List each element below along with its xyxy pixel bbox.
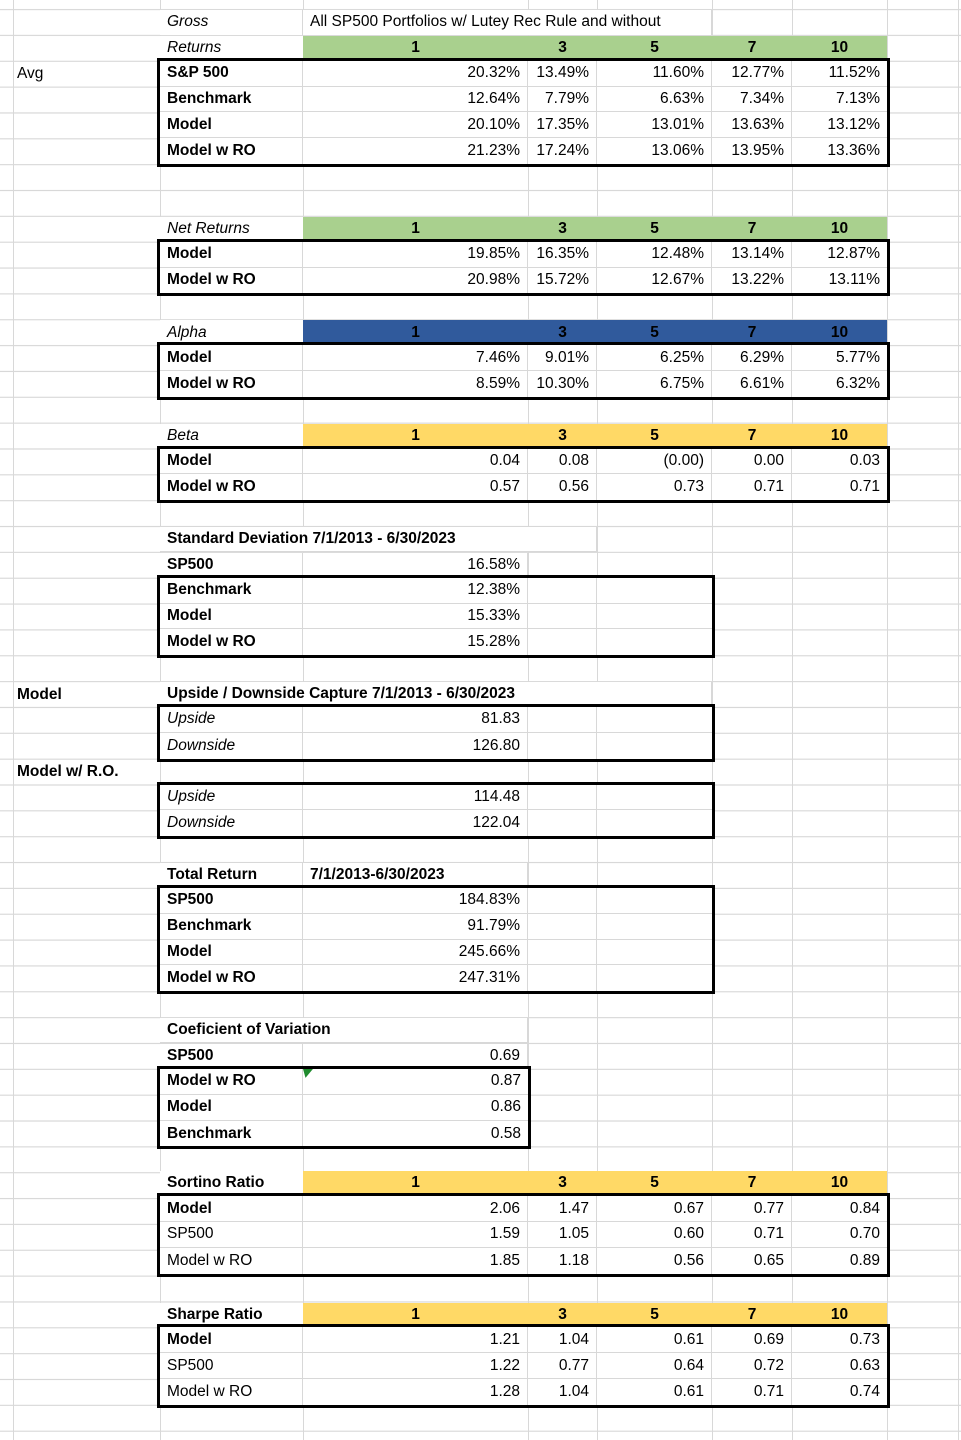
value-cell[interactable]: 11.60% xyxy=(597,61,712,86)
table-row xyxy=(160,449,887,475)
empty-cell[interactable] xyxy=(597,733,712,759)
value-cell[interactable]: 9.01% xyxy=(528,345,597,370)
table-row xyxy=(160,1095,528,1121)
column-header[interactable]: 3 xyxy=(528,217,597,242)
row-label[interactable]: Model w RO xyxy=(160,965,303,991)
value-cell[interactable]: 0.84 xyxy=(849,1199,880,1217)
value-cell[interactable]: 15.28% xyxy=(303,629,528,655)
row-label[interactable]: Model xyxy=(160,604,303,629)
column-header[interactable]: 3 xyxy=(528,1303,597,1328)
table-row xyxy=(160,474,887,500)
value-cell[interactable]: 7.46% xyxy=(303,345,528,370)
row-label[interactable]: Benchmark xyxy=(160,87,303,112)
empty-cell[interactable] xyxy=(528,940,597,965)
std-dev-title-row xyxy=(160,527,597,552)
row-label[interactable]: Model w RO xyxy=(160,1248,303,1274)
gross-returns-table xyxy=(157,58,890,167)
value-cell[interactable]: 1.05 xyxy=(528,1222,597,1247)
value-cell[interactable]: 19.85% xyxy=(303,242,528,267)
row-label[interactable]: Model xyxy=(160,1327,303,1352)
value-cell[interactable]: 0.77 xyxy=(712,1196,792,1221)
column-header[interactable]: 10 xyxy=(792,217,887,242)
value-cell[interactable]: 0.57 xyxy=(303,474,528,500)
value-cell[interactable]: 17.35% xyxy=(528,112,597,137)
column-header[interactable]: 5 xyxy=(597,36,712,61)
section-title[interactable]: Upside / Downside Capture 7/1/2013 - 6/30/2023 xyxy=(167,685,516,703)
table-row xyxy=(160,604,712,630)
value-cell[interactable]: 0.86 xyxy=(490,1098,521,1116)
empty-cell[interactable] xyxy=(597,914,712,939)
value-cell[interactable]: 122.04 xyxy=(303,810,528,836)
empty-cell[interactable] xyxy=(597,888,712,913)
table-row xyxy=(160,371,887,397)
empty-cell[interactable] xyxy=(528,914,597,939)
column-header[interactable]: 1 xyxy=(303,320,528,345)
row-label[interactable]: SP500 xyxy=(160,553,303,577)
value-cell[interactable]: 6.63% xyxy=(597,87,712,112)
column-header[interactable]: 1 xyxy=(303,217,528,242)
column-header[interactable]: 3 xyxy=(528,1171,597,1196)
value-cell[interactable]: 0.61 xyxy=(597,1379,712,1405)
value-cell[interactable]: 81.83 xyxy=(303,707,528,732)
value-cell[interactable]: 0.56 xyxy=(597,1248,712,1274)
empty-cell[interactable] xyxy=(597,810,712,836)
cov-title-row xyxy=(160,1018,528,1043)
table-row xyxy=(160,785,712,811)
empty-cell[interactable] xyxy=(528,785,597,810)
value-cell[interactable]: 5.77% xyxy=(836,348,880,366)
table-row xyxy=(160,629,712,655)
value-cell[interactable]: 13.95% xyxy=(712,138,792,164)
section-title[interactable]: Total Return xyxy=(160,863,303,887)
row-label[interactable]: Downside xyxy=(160,810,303,836)
table-row xyxy=(160,1069,528,1095)
cov-table xyxy=(157,1066,531,1150)
column-header[interactable]: 1 xyxy=(303,424,528,449)
v-gridline xyxy=(958,0,959,1440)
value-cell[interactable]: 1.28 xyxy=(303,1379,528,1405)
row-label[interactable]: Model w RO xyxy=(160,371,303,397)
value-cell[interactable]: 6.25% xyxy=(597,345,712,370)
value-cell[interactable]: 1.59 xyxy=(303,1222,528,1247)
row-label[interactable]: Model xyxy=(160,345,303,370)
value-cell[interactable]: 12.67% xyxy=(597,268,712,294)
table-row xyxy=(160,1222,887,1248)
value-cell[interactable]: 0.73 xyxy=(849,1330,880,1348)
value-cell[interactable]: 1.22 xyxy=(303,1353,528,1378)
value-cell[interactable]: 245.66% xyxy=(303,940,528,965)
gross-title-row xyxy=(160,10,712,35)
value-cell[interactable]: 0.63 xyxy=(849,1356,880,1374)
value-cell[interactable]: 13.01% xyxy=(597,112,712,137)
row-label[interactable]: Model w RO xyxy=(160,1379,303,1405)
value-cell[interactable]: 114.48 xyxy=(303,785,528,810)
beta-table xyxy=(157,446,890,504)
value-cell[interactable]: 0.71 xyxy=(712,1222,792,1247)
value-cell[interactable]: 16.58% xyxy=(303,553,528,577)
row-label-model[interactable]: Model xyxy=(17,685,62,703)
value-cell[interactable]: 0.69 xyxy=(712,1327,792,1352)
row-label[interactable]: Model xyxy=(160,1196,303,1221)
row-label[interactable]: Upside xyxy=(160,707,303,732)
sharpe-table xyxy=(157,1324,890,1408)
error-indicator-triangle xyxy=(303,1069,313,1078)
row-label[interactable]: Downside xyxy=(160,733,303,759)
value-cell[interactable]: 13.14% xyxy=(712,242,792,267)
column-header[interactable]: 3 xyxy=(528,36,597,61)
column-header[interactable]: 10 xyxy=(792,1171,887,1196)
value-cell[interactable]: 12.87% xyxy=(827,245,880,263)
table-row xyxy=(160,1248,887,1274)
row-label[interactable]: Alpha xyxy=(160,320,303,345)
value-cell[interactable]: 0.69 xyxy=(303,1044,528,1068)
row-label[interactable]: Model xyxy=(160,1095,303,1120)
empty-cell[interactable] xyxy=(597,629,712,655)
row-label[interactable]: Net Returns xyxy=(160,217,303,242)
column-header[interactable]: 5 xyxy=(597,217,712,242)
value-cell[interactable]: 13.22% xyxy=(712,268,792,294)
value-cell[interactable]: 15.72% xyxy=(528,268,597,294)
row-label[interactable]: Model xyxy=(160,940,303,965)
column-header[interactable]: 5 xyxy=(597,320,712,345)
value-cell[interactable]: 10.30% xyxy=(528,371,597,397)
value-cell[interactable]: 0.04 xyxy=(303,449,528,474)
value-cell[interactable]: 1.04 xyxy=(528,1327,597,1352)
value-cell[interactable]: 13.49% xyxy=(528,61,597,86)
value-cell[interactable]: 17.24% xyxy=(528,138,597,164)
table-row xyxy=(160,112,887,138)
table-note-cell[interactable]: All SP500 Portfolios w/ Lutey Rec Rule and without xyxy=(303,10,712,35)
row-label[interactable]: Model w RO xyxy=(160,474,303,500)
value-cell[interactable]: 0.00 xyxy=(712,449,792,474)
value-cell[interactable]: 12.64% xyxy=(303,87,528,112)
value-cell[interactable]: 6.61% xyxy=(712,371,792,397)
sortino-table xyxy=(157,1193,890,1277)
empty-cell[interactable] xyxy=(528,965,597,991)
section-title[interactable]: Sharpe Ratio xyxy=(160,1303,303,1328)
empty-cell[interactable] xyxy=(528,733,597,759)
value-cell[interactable]: 12.77% xyxy=(712,61,792,86)
table-row xyxy=(160,61,887,87)
v-gridline xyxy=(13,0,14,1440)
table-row xyxy=(160,914,712,940)
value-cell[interactable]: 20.32% xyxy=(303,61,528,86)
table-row xyxy=(160,940,712,966)
table-row xyxy=(160,1353,887,1379)
total-return-table xyxy=(157,885,715,994)
row-label[interactable]: SP500 xyxy=(160,1222,303,1247)
column-header[interactable]: 5 xyxy=(597,424,712,449)
value-cell[interactable]: 1.18 xyxy=(528,1248,597,1274)
row-label[interactable]: Model xyxy=(160,112,303,137)
value-cell[interactable]: 7.34% xyxy=(712,87,792,112)
row-label[interactable]: Benchmark xyxy=(160,1121,303,1147)
value-cell[interactable]: 0.67 xyxy=(597,1196,712,1221)
value-cell[interactable]: 0.64 xyxy=(597,1353,712,1378)
empty-cell[interactable] xyxy=(528,629,597,655)
value-cell[interactable]: 16.35% xyxy=(528,242,597,267)
table-row xyxy=(160,345,887,371)
empty-cell[interactable] xyxy=(528,888,597,913)
value-cell[interactable]: 13.63% xyxy=(712,112,792,137)
value-cell[interactable]: 1.85 xyxy=(303,1248,528,1274)
value-cell[interactable]: 6.29% xyxy=(712,345,792,370)
value-cell[interactable]: 0.71 xyxy=(712,1379,792,1405)
table-row xyxy=(160,87,887,113)
table-row xyxy=(160,1196,887,1222)
value-cell[interactable]: 7.13% xyxy=(836,89,880,107)
column-header[interactable]: 5 xyxy=(597,1171,712,1196)
value-cell[interactable]: 12.48% xyxy=(597,242,712,267)
capture-model-table xyxy=(157,704,715,762)
empty-cell[interactable] xyxy=(528,604,597,629)
row-label[interactable]: Model xyxy=(160,242,303,267)
row-label[interactable]: SP500 xyxy=(160,1044,303,1068)
column-header[interactable]: 10 xyxy=(792,424,887,449)
empty-cell[interactable] xyxy=(597,785,712,810)
value-cell[interactable]: 13.12% xyxy=(827,115,880,133)
column-header[interactable]: 7 xyxy=(712,1303,792,1328)
column-header[interactable]: 7 xyxy=(712,424,792,449)
value-cell[interactable] xyxy=(303,1069,528,1094)
alpha-table xyxy=(157,342,890,400)
empty-cell[interactable] xyxy=(597,604,712,629)
row-label[interactable]: Gross xyxy=(160,10,303,35)
value-cell[interactable]: 0.73 xyxy=(597,474,712,500)
column-header[interactable]: 7 xyxy=(712,320,792,345)
value-cell[interactable]: 0.71 xyxy=(849,478,880,496)
value-cell[interactable]: 0.08 xyxy=(528,449,597,474)
value-cell[interactable]: 0.71 xyxy=(712,474,792,500)
table-row xyxy=(160,1379,887,1405)
value-text: 0.87 xyxy=(490,1072,521,1090)
row-label[interactable]: Model w RO xyxy=(160,629,303,655)
value-cell[interactable]: 0.89 xyxy=(849,1251,880,1269)
value-cell[interactable]: 0.56 xyxy=(528,474,597,500)
value-cell[interactable]: 6.32% xyxy=(836,374,880,392)
value-cell[interactable]: 20.10% xyxy=(303,112,528,137)
row-label[interactable]: SP500 xyxy=(160,1353,303,1378)
value-cell[interactable]: 6.75% xyxy=(597,371,712,397)
sortino-header-row xyxy=(160,1171,887,1196)
row-label[interactable]: Model xyxy=(160,449,303,474)
value-cell[interactable]: (0.00) xyxy=(597,449,712,474)
empty-cell[interactable] xyxy=(528,578,597,603)
row-label-avg[interactable]: Avg xyxy=(17,65,44,83)
column-header[interactable]: 3 xyxy=(528,424,597,449)
empty-cell[interactable] xyxy=(597,940,712,965)
section-subtitle[interactable]: 7/1/2013-6/30/2023 xyxy=(303,863,528,887)
value-cell[interactable]: 1.47 xyxy=(528,1196,597,1221)
value-cell[interactable]: 247.31% xyxy=(303,965,528,991)
table-row xyxy=(160,965,712,991)
value-cell[interactable]: 7.79% xyxy=(528,87,597,112)
row-label[interactable]: Model w RO xyxy=(160,1069,303,1094)
value-cell[interactable]: 21.23% xyxy=(303,138,528,164)
section-title[interactable]: Standard Deviation 7/1/2013 - 6/30/2023 xyxy=(167,529,456,547)
row-label[interactable]: S&P 500 xyxy=(160,61,303,86)
value-cell[interactable]: 1.21 xyxy=(303,1327,528,1352)
row-label-model-ro[interactable]: Model w/ R.O. xyxy=(17,763,119,781)
table-row xyxy=(160,810,712,836)
value-cell[interactable]: 0.61 xyxy=(597,1327,712,1352)
value-cell[interactable]: 91.79% xyxy=(303,914,528,939)
table-row xyxy=(160,242,887,268)
value-cell[interactable]: 13.11% xyxy=(828,271,880,289)
row-label[interactable]: Model w RO xyxy=(160,268,303,294)
column-header[interactable]: 1 xyxy=(303,1171,528,1196)
column-header[interactable]: 10 xyxy=(792,1303,887,1328)
value-cell[interactable]: 11.52% xyxy=(828,64,880,82)
value-cell[interactable]: 2.06 xyxy=(303,1196,528,1221)
column-header[interactable]: 7 xyxy=(712,217,792,242)
section-title[interactable]: Coeficient of Variation xyxy=(167,1021,331,1039)
value-cell[interactable]: 0.70 xyxy=(849,1225,880,1243)
row-label[interactable]: Beta xyxy=(160,424,303,449)
value-cell[interactable]: 12.38% xyxy=(303,578,528,603)
value-cell[interactable]: 0.03 xyxy=(849,451,880,469)
value-cell[interactable]: 0.60 xyxy=(597,1222,712,1247)
value-cell[interactable]: 126.80 xyxy=(303,733,528,759)
value-cell[interactable]: 0.72 xyxy=(712,1353,792,1378)
table-row xyxy=(160,578,712,604)
table-row xyxy=(160,707,712,733)
value-cell[interactable]: 184.83% xyxy=(303,888,528,913)
empty-cell[interactable] xyxy=(597,578,712,603)
section-title[interactable]: Sortino Ratio xyxy=(160,1171,303,1196)
value-cell[interactable]: 15.33% xyxy=(303,604,528,629)
column-header[interactable]: 7 xyxy=(712,36,792,61)
capture-model-ro-table xyxy=(157,782,715,840)
row-label[interactable]: Benchmark xyxy=(160,578,303,603)
empty-cell[interactable] xyxy=(597,707,712,732)
table-row xyxy=(160,1327,887,1353)
value-cell[interactable]: 13.36% xyxy=(827,142,880,160)
empty-cell[interactable] xyxy=(597,965,712,991)
table-row xyxy=(160,268,887,294)
net-returns-table xyxy=(157,239,890,297)
column-header[interactable]: 5 xyxy=(597,1303,712,1328)
row-label[interactable]: Upside xyxy=(160,785,303,810)
value-cell[interactable]: 0.77 xyxy=(528,1353,597,1378)
empty-cell[interactable] xyxy=(528,810,597,836)
column-header[interactable]: 3 xyxy=(528,320,597,345)
table-row xyxy=(160,888,712,914)
column-header[interactable]: 10 xyxy=(792,36,887,61)
std-dev-table xyxy=(157,575,715,659)
table-row xyxy=(160,1121,528,1147)
column-header[interactable]: 7 xyxy=(712,1171,792,1196)
value-cell[interactable]: 0.65 xyxy=(712,1248,792,1274)
row-label[interactable]: Benchmark xyxy=(160,914,303,939)
value-cell[interactable]: 0.58 xyxy=(490,1124,521,1142)
value-cell[interactable]: 1.04 xyxy=(528,1379,597,1405)
table-row xyxy=(160,138,887,164)
value-cell[interactable]: 0.74 xyxy=(849,1383,880,1400)
value-cell[interactable]: 13.06% xyxy=(597,138,712,164)
empty-cell[interactable] xyxy=(528,707,597,732)
column-header[interactable]: 1 xyxy=(303,1303,528,1328)
row-label[interactable]: Model w RO xyxy=(160,138,303,164)
column-header[interactable]: 10 xyxy=(792,320,887,345)
value-cell[interactable]: 8.59% xyxy=(303,371,528,397)
row-label[interactable]: SP500 xyxy=(160,888,303,913)
table-row xyxy=(160,733,712,759)
column-header[interactable]: 1 xyxy=(303,36,528,61)
row-label[interactable]: Returns xyxy=(160,36,303,61)
value-cell[interactable]: 20.98% xyxy=(303,268,528,294)
